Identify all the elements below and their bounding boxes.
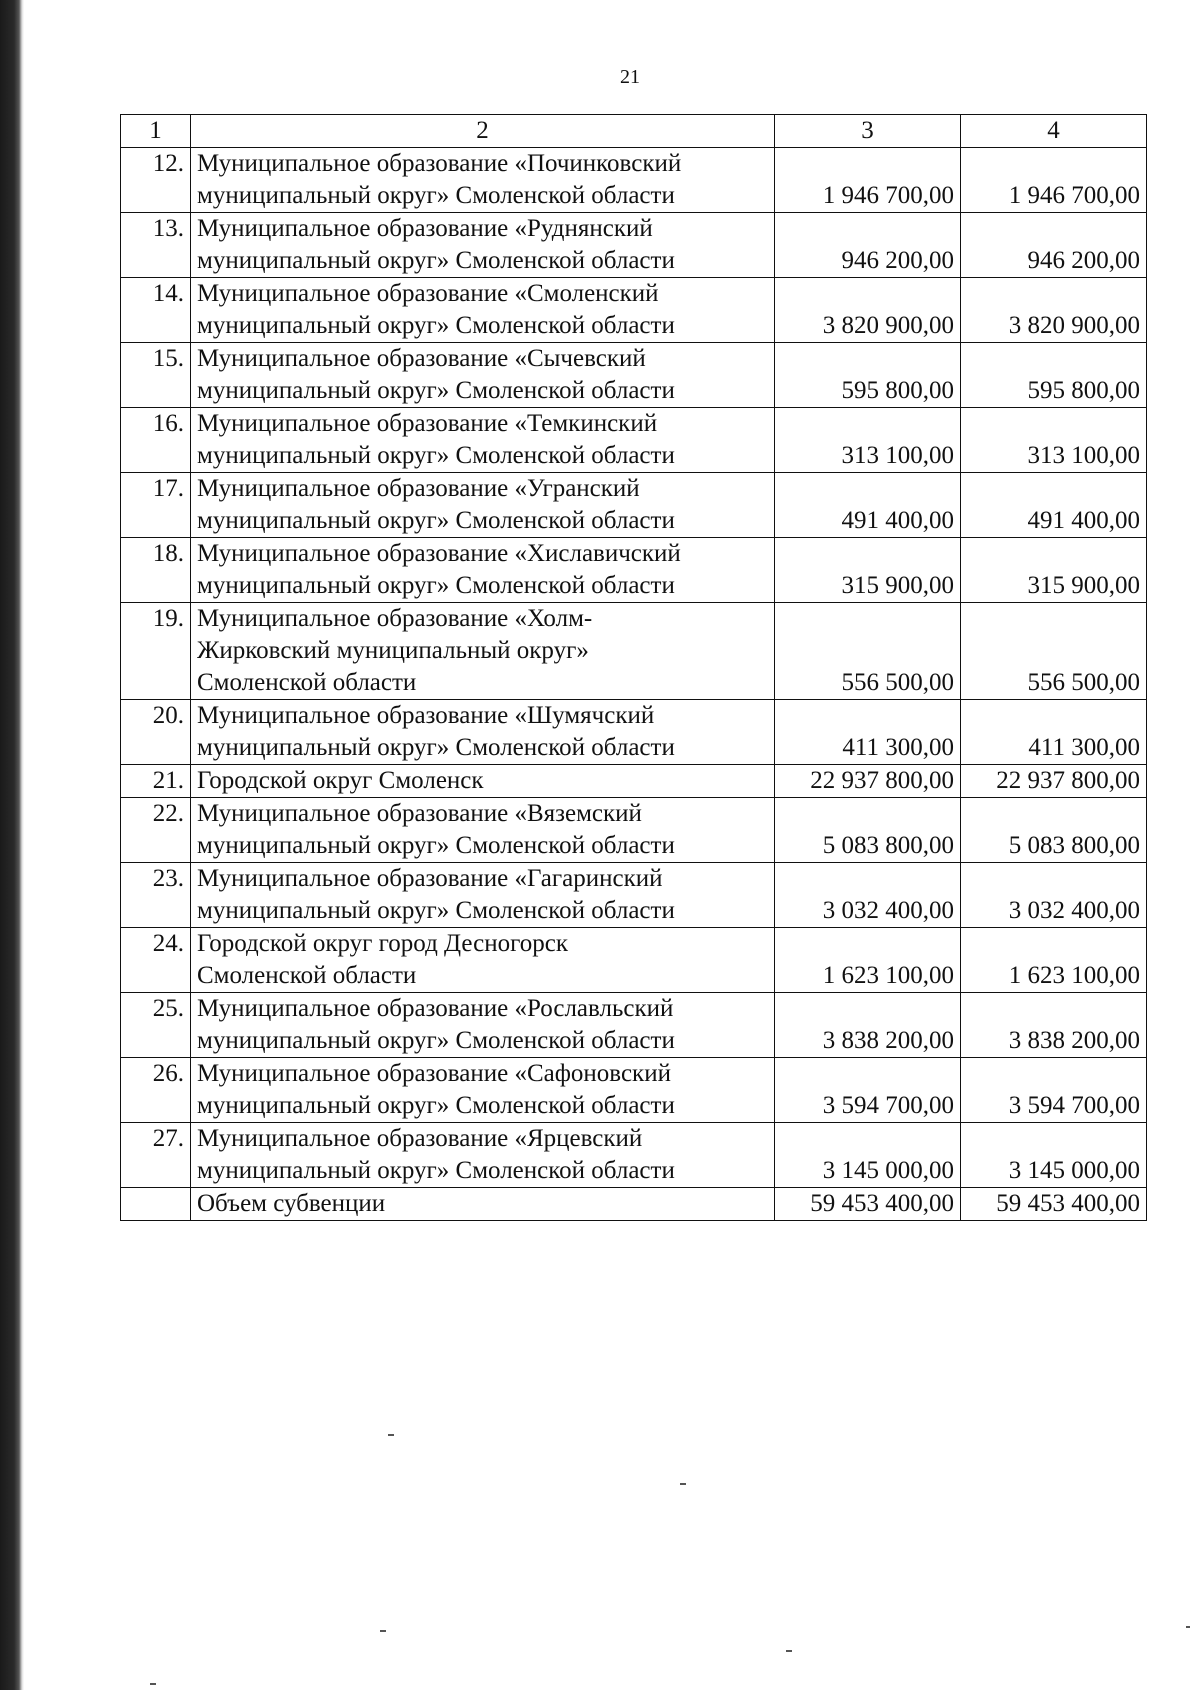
table-row bbox=[121, 993, 1147, 1058]
municipality-name-line: Жирковский муниципальный округ» bbox=[197, 637, 589, 664]
amount-col4: 1 623 100,00 bbox=[961, 928, 1147, 993]
municipality-name-line: Городской округ город Десногорск bbox=[197, 930, 568, 957]
amount-col3: 946 200,00 bbox=[775, 213, 961, 278]
municipality-name-line: муниципальный округ» Смоленской области bbox=[197, 377, 675, 404]
municipality-name bbox=[191, 408, 775, 473]
row-number: 17. bbox=[121, 473, 191, 538]
municipality-name-line: муниципальный округ» Смоленской области bbox=[197, 442, 675, 469]
header-cell-1: 1 bbox=[121, 115, 191, 148]
municipality-name bbox=[191, 213, 775, 278]
municipality-name-line: муниципальный округ» Смоленской области bbox=[197, 1157, 675, 1184]
municipality-name bbox=[191, 928, 775, 993]
amount-col3: 595 800,00 bbox=[775, 343, 961, 408]
amount-col3: 556 500,00 bbox=[775, 603, 961, 700]
row-number: 25. bbox=[121, 993, 191, 1058]
municipality-name-line: муниципальный округ» Смоленской области bbox=[197, 507, 675, 534]
municipality-name-line: Муниципальное образование «Темкинский bbox=[197, 410, 658, 437]
total-col4: 59 453 400,00 bbox=[961, 1188, 1147, 1221]
row-number: 27. bbox=[121, 1123, 191, 1188]
amount-col3: 313 100,00 bbox=[775, 408, 961, 473]
amount-col3: 3 145 000,00 bbox=[775, 1123, 961, 1188]
scan-speck bbox=[1186, 1626, 1190, 1628]
total-col3: 59 453 400,00 bbox=[775, 1188, 961, 1221]
table-row bbox=[121, 1123, 1147, 1188]
municipality-name-line: Смоленской области bbox=[197, 962, 417, 989]
total-label: Объем субвенции bbox=[191, 1188, 775, 1221]
row-number: 24. bbox=[121, 928, 191, 993]
amount-col3: 491 400,00 bbox=[775, 473, 961, 538]
municipality-name-line: Муниципальное образование «Холм- bbox=[197, 605, 593, 632]
municipality-name bbox=[191, 700, 775, 765]
total-row bbox=[121, 1188, 1147, 1221]
row-number: 12. bbox=[121, 148, 191, 213]
scan-speck bbox=[150, 1683, 156, 1685]
municipality-name bbox=[191, 798, 775, 863]
amount-col4: 3 145 000,00 bbox=[961, 1123, 1147, 1188]
header-cell-2: 2 bbox=[191, 115, 775, 148]
amount-col4: 595 800,00 bbox=[961, 343, 1147, 408]
municipality-name bbox=[191, 1058, 775, 1123]
scan-speck bbox=[786, 1650, 792, 1652]
header-cell-4: 4 bbox=[961, 115, 1147, 148]
table-row bbox=[121, 278, 1147, 343]
municipality-name bbox=[191, 148, 775, 213]
row-number: 14. bbox=[121, 278, 191, 343]
municipality-name bbox=[191, 993, 775, 1058]
municipality-name-line: Муниципальное образование «Сычевский bbox=[197, 345, 646, 372]
amount-col3: 411 300,00 bbox=[775, 700, 961, 765]
municipality-name-line: Муниципальное образование «Руднянский bbox=[197, 215, 653, 242]
amount-col4: 313 100,00 bbox=[961, 408, 1147, 473]
amount-col3: 5 083 800,00 bbox=[775, 798, 961, 863]
amount-col4: 3 594 700,00 bbox=[961, 1058, 1147, 1123]
row-number: 23. bbox=[121, 863, 191, 928]
municipality-name-line: муниципальный округ» Смоленской области bbox=[197, 312, 675, 339]
amount-col3: 315 900,00 bbox=[775, 538, 961, 603]
municipality-name-line: Муниципальное образование «Сафоновский bbox=[197, 1060, 671, 1087]
total-number bbox=[121, 1188, 191, 1221]
amount-col4: 411 300,00 bbox=[961, 700, 1147, 765]
amount-col4: 315 900,00 bbox=[961, 538, 1147, 603]
subsidy-table bbox=[120, 114, 1147, 1221]
table-row bbox=[121, 213, 1147, 278]
municipality-name-line: муниципальный округ» Смоленской области bbox=[197, 572, 675, 599]
municipality-name-line: Муниципальное образование «Шумячский bbox=[197, 702, 655, 729]
amount-col4: 5 083 800,00 bbox=[961, 798, 1147, 863]
municipality-name bbox=[191, 1123, 775, 1188]
municipality-name-line: муниципальный округ» Смоленской области bbox=[197, 832, 675, 859]
amount-col4: 946 200,00 bbox=[961, 213, 1147, 278]
municipality-name-line: Городской округ Смоленск bbox=[197, 767, 484, 794]
amount-col3: 22 937 800,00 bbox=[775, 765, 961, 798]
amount-col4: 1 946 700,00 bbox=[961, 148, 1147, 213]
table-row bbox=[121, 343, 1147, 408]
amount-col4: 556 500,00 bbox=[961, 603, 1147, 700]
row-number: 15. bbox=[121, 343, 191, 408]
municipality-name-line: Муниципальное образование «Гагаринский bbox=[197, 865, 663, 892]
scan-edge bbox=[0, 0, 24, 1690]
municipality-name-line: Муниципальное образование «Смоленский bbox=[197, 280, 659, 307]
municipality-name bbox=[191, 278, 775, 343]
municipality-name-line: Муниципальное образование «Угранский bbox=[197, 475, 640, 502]
municipality-name bbox=[191, 603, 775, 700]
municipality-name-line: муниципальный округ» Смоленской области bbox=[197, 1027, 675, 1054]
table-row bbox=[121, 148, 1147, 213]
table-row bbox=[121, 538, 1147, 603]
table-row bbox=[121, 700, 1147, 765]
table-row bbox=[121, 473, 1147, 538]
municipality-name bbox=[191, 343, 775, 408]
amount-col3: 3 032 400,00 bbox=[775, 863, 961, 928]
page-number: 21 bbox=[620, 66, 640, 88]
row-number: 18. bbox=[121, 538, 191, 603]
amount-col3: 3 594 700,00 bbox=[775, 1058, 961, 1123]
municipality-name-line: Муниципальное образование «Хиславичский bbox=[197, 540, 681, 567]
amount-col4: 22 937 800,00 bbox=[961, 765, 1147, 798]
row-number: 20. bbox=[121, 700, 191, 765]
municipality-name bbox=[191, 473, 775, 538]
row-number: 13. bbox=[121, 213, 191, 278]
municipality-name-line: Муниципальное образование «Починковский bbox=[197, 150, 682, 177]
table-header-row bbox=[121, 115, 1147, 148]
municipality-name bbox=[191, 863, 775, 928]
amount-col4: 491 400,00 bbox=[961, 473, 1147, 538]
municipality-name-line: муниципальный округ» Смоленской области bbox=[197, 1092, 675, 1119]
scan-speck bbox=[388, 1434, 394, 1436]
row-number: 26. bbox=[121, 1058, 191, 1123]
municipality-name-line: муниципальный округ» Смоленской области bbox=[197, 182, 675, 209]
municipality-name-line: Муниципальное образование «Вяземский bbox=[197, 800, 642, 827]
amount-col4: 3 032 400,00 bbox=[961, 863, 1147, 928]
row-number: 21. bbox=[121, 765, 191, 798]
row-number: 16. bbox=[121, 408, 191, 473]
table-row bbox=[121, 408, 1147, 473]
amount-col3: 1 623 100,00 bbox=[775, 928, 961, 993]
row-number: 19. bbox=[121, 603, 191, 700]
municipality-name-line: Смоленской области bbox=[197, 669, 417, 696]
table-row bbox=[121, 1058, 1147, 1123]
table-row bbox=[121, 603, 1147, 700]
row-number: 22. bbox=[121, 798, 191, 863]
municipality-name-line: муниципальный округ» Смоленской области bbox=[197, 247, 675, 274]
municipality-name-line: муниципальный округ» Смоленской области bbox=[197, 734, 675, 761]
municipality-name-line: Муниципальное образование «Рославльский bbox=[197, 995, 674, 1022]
table-row bbox=[121, 928, 1147, 993]
scan-speck bbox=[680, 1483, 686, 1485]
header-cell-3: 3 bbox=[775, 115, 961, 148]
table-row bbox=[121, 863, 1147, 928]
amount-col3: 3 838 200,00 bbox=[775, 993, 961, 1058]
table-row bbox=[121, 798, 1147, 863]
municipality-name-line: муниципальный округ» Смоленской области bbox=[197, 897, 675, 924]
table-row bbox=[121, 765, 1147, 798]
municipality-name bbox=[191, 765, 775, 798]
municipality-name-line: Муниципальное образование «Ярцевский bbox=[197, 1125, 643, 1152]
municipality-name bbox=[191, 538, 775, 603]
amount-col4: 3 838 200,00 bbox=[961, 993, 1147, 1058]
amount-col3: 3 820 900,00 bbox=[775, 278, 961, 343]
amount-col3: 1 946 700,00 bbox=[775, 148, 961, 213]
scan-speck bbox=[380, 1630, 386, 1632]
amount-col4: 3 820 900,00 bbox=[961, 278, 1147, 343]
